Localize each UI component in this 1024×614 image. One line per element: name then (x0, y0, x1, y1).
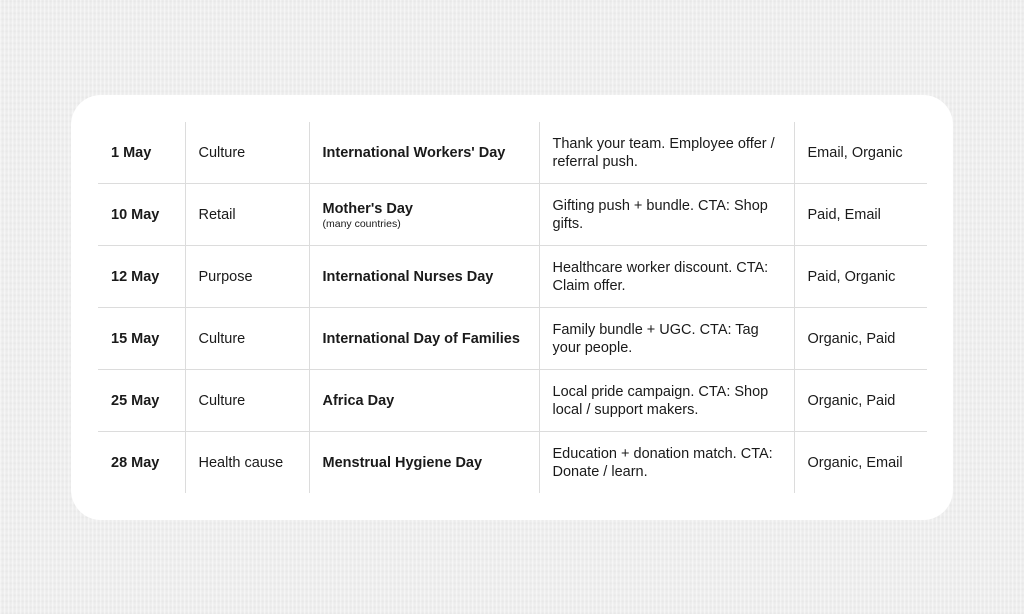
event-name: International Day of Families (322, 330, 520, 347)
table-row (98, 308, 927, 370)
event-name: Africa Day (322, 392, 395, 409)
event-cell (309, 184, 539, 246)
table-row (98, 122, 927, 184)
date-cell: 28 May (111, 454, 160, 471)
table-row (98, 432, 927, 494)
calendar-table (98, 122, 927, 493)
event-cell (309, 370, 539, 432)
table-row (98, 246, 927, 308)
category-cell: Purpose (185, 246, 309, 308)
category-cell: Culture (185, 122, 309, 184)
date-cell: 1 May (98, 122, 185, 184)
idea-cell: Healthcare worker discount. CTA: Claim offer. (539, 246, 794, 308)
idea-cell: Thank your team. Employee offer / referral push. (539, 122, 794, 184)
event-name: International Nurses Day (322, 268, 494, 285)
table-row (98, 184, 927, 246)
event-note: (many countries) (322, 217, 401, 230)
channel-cell: Email, Organic (794, 122, 927, 184)
event-cell (309, 246, 539, 308)
channel-cell: Paid, Email (794, 184, 927, 246)
category-cell: Retail (185, 184, 309, 246)
event-name: International Workers' Day (322, 144, 506, 161)
event-cell (309, 122, 539, 184)
channel-cell: Organic, Paid (794, 370, 927, 432)
idea-cell: Family bundle + UGC. CTA: Tag your people. (539, 308, 794, 370)
channel-cell: Organic, Email (794, 432, 927, 494)
event-cell (309, 308, 539, 370)
category-cell: Health cause (185, 432, 309, 494)
table-row (98, 370, 927, 432)
channel-cell: Paid, Organic (794, 246, 927, 308)
event-name: Menstrual Hygiene Day (322, 454, 483, 471)
event-name: Mother's Day (322, 200, 413, 217)
channel-cell: Organic, Paid (794, 308, 927, 370)
calendar-card (71, 95, 953, 520)
date-cell: 12 May (98, 246, 185, 308)
date-cell: 25 May (98, 370, 185, 432)
date-cell: 10 May (98, 184, 185, 246)
idea-cell: Gifting push + bundle. CTA: Shop gifts. (539, 184, 794, 246)
date-cell: 15 May (98, 308, 185, 370)
category-cell: Culture (185, 370, 309, 432)
event-cell (309, 432, 539, 494)
idea-cell: Education + donation match. CTA: Donate / learn. (539, 432, 794, 494)
category-cell: Culture (185, 308, 309, 370)
idea-cell: Local pride campaign. CTA: Shop local / support makers. (539, 370, 794, 432)
